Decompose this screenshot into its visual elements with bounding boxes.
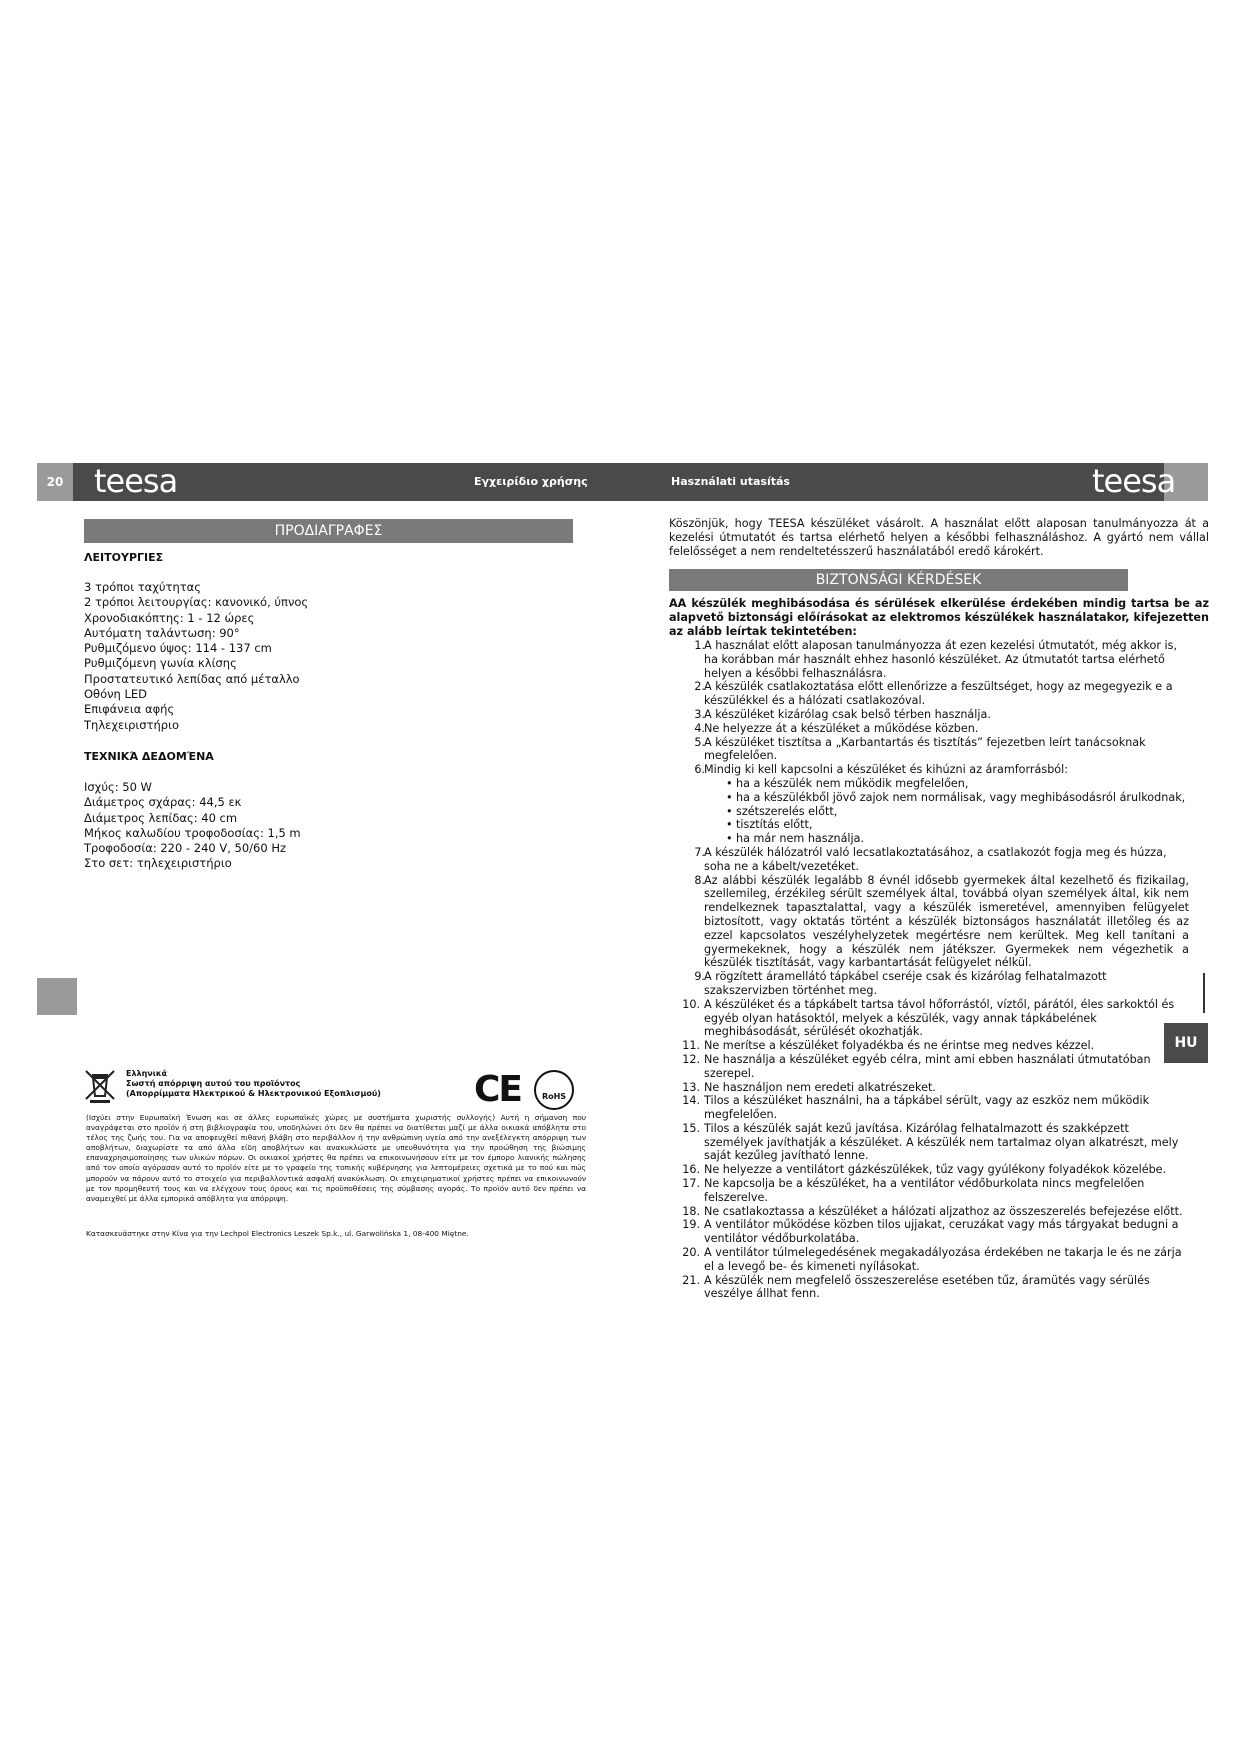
sub-list-item: • ha már nem használja. <box>726 832 1189 846</box>
tech-item: Μήκος καλωδίου τροφοδοσίας: 1,5 m <box>84 825 301 840</box>
function-item: Επιφάνεια αφής <box>84 702 175 717</box>
function-item: Χρονοδιακόπτης: 1 - 12 ώρες <box>84 610 255 625</box>
list-item: 10. A készüléket és a tápkábelt tartsa távol hőforrástól, víztől, párától, éles sarkoktól és egyéb olyan hatásoktól, melyek a készülék, vagy annak tápkábelének meghibásodását, sérülését okozhatják. <box>682 997 1175 1039</box>
ce-mark: CE <box>474 1069 522 1110</box>
rohs-label: RoHS <box>541 1092 567 1101</box>
left-page-title: Εγχειρίδιο χρήσης <box>474 475 588 488</box>
function-item: Τηλεχειριστήριο <box>84 717 180 732</box>
teesa-logo-left: teesa <box>94 462 178 500</box>
tech-item: Διάμετρος σχάρας: 44,5 εκ <box>84 795 242 810</box>
list-item: 13. Ne használjon nem eredeti alkatrészeket. <box>682 1080 936 1094</box>
weee-subtitle: (Απορρίμματα Ηλεκτρικού & Ηλεκτρονικού Εξοπλισμού) <box>126 1089 381 1098</box>
function-item: Ρυθμιζόμενη γωνία κλίσης <box>84 656 237 671</box>
weee-heading <box>126 1069 381 1099</box>
list-item: 14. Tilos a készüléket használni, ha a tápkábel sérült, vagy az eszköz nem működik megfelelően. <box>682 1094 1150 1122</box>
list-item: 4. Ne helyezze át a készüléket a működése közben. <box>694 721 979 735</box>
weee-language: Ελληνικά <box>126 1069 168 1078</box>
tech-item: Στο σετ: τηλεχειριστήριο <box>84 856 232 871</box>
list-item: 19. A ventilátor működése közben tilos ujjakat, ceruzákat vagy más tárgyakat bedugni a ventilátor védőburkolatába. <box>682 1218 1179 1246</box>
function-item: 3 τρόποι ταχύτητας <box>84 580 202 594</box>
manufacturer-note: Κατασκευάστηκε στην Κίνα για την Lechpol Electronics Leszek Sp.k., ul. Garwolińska 1, 08-400 Miętne. <box>86 1229 469 1238</box>
functions-list <box>84 580 308 733</box>
list-item: 9. A rögzített áramellátó tápkábel cseréje csak és kizárólag felhatalmazott szakszervizben történhet meg. <box>694 970 1107 997</box>
list-item: 18. Ne csatlakoztassa a készüléket a hálózati aljzathoz az összeszerelés befejezése előtt. <box>682 1204 1183 1218</box>
list-item: 17. Ne kapcsolja be a készüléket, ha a ventilátor védőburkolata nincs megfelelően felszerelve. <box>682 1177 1145 1204</box>
intro-text: Köszönjük, hogy TEESA készüléket vásárolt. A használat előtt alaposan tanulmányozza át a kezelési útmutatót és tartsa elérhető helyen a későbbi felhasználáshoz. A gyártó nem vállal felelősséget a nem rendeltetésszerű használatából eredő károkért. <box>669 517 1209 558</box>
list-item: 1. A használat előtt alaposan tanulmányozza át ezen kezelési útmutatót, még akkor is, ha korábban már használt ehhez hasonló készüléket. Az útmutatót tartsa elérhető helyen a későbbi felhasználásra. <box>694 639 1178 680</box>
header-bar <box>72 463 1166 501</box>
weee-title: Σωστή απόρριψη αυτού του προϊόντος <box>126 1079 301 1088</box>
page-number: 20 <box>37 463 73 501</box>
side-divider <box>1203 973 1205 1013</box>
sub-list-item: • tisztítás előtt, <box>726 818 1189 832</box>
safety-warning: AA készülék meghibásodása és sérülések elkerülése érdekében mindig tartsa be az alapvető biztonsági előírásokat az elektromos készülékek használatakor, kifejezetten az alább leírtak tekintetében: <box>669 597 1209 638</box>
tech-item: Τροφοδοσία: 220 - 240 V, 50/60 Hz <box>84 841 287 856</box>
function-item: Αυτόματη ταλάντωση: 90° <box>84 625 240 640</box>
right-page-title: Használati utasítás <box>671 475 790 488</box>
language-tab-hu: HU <box>1164 1023 1208 1063</box>
list-item: 12. Ne használja a készüléket egyéb célra, mint ami ebben használati útmutatóban szerepel. <box>682 1052 1151 1080</box>
safety-list <box>669 639 1189 1301</box>
list-item: 20. A ventilátor túlmelegedésének megakadályozása érdekében ne takarja le és ne zárja el a levegő be- és kimeneti nyílásokat. <box>682 1246 1182 1273</box>
function-item: Προστατευτικό λεπίδας από μέταλλο <box>84 671 300 686</box>
list-item: 15. Tilos a készülék saját kezű javítása. Kizárólag felhatalmazott és szakképzett személyek javíthatják a készüléket. A készülék nem tartalmaz olyan alkatrészt, mely saját kezűleg javítható lenne. <box>682 1121 1179 1163</box>
weee-text: (Ισχύει στην Ευρωπαϊκή Ένωση και σε άλλες ευρωπαϊκές χώρες με συστήματα χωριστής συλλογής) Αυτή η σήμανση που αναγράφεται στο προϊόν ή στη βιβλιογραφία του, υποδηλώνει ότι δεν θα πρέπει να διατίθεται μαζί με άλλα οικιακά απόβλητα στο τέλος της ζωής του. Για να αποφευχθεί πιθανή βλάβη στο περιβάλλον ή την ανθρώπινη υγεία από την ανεξέλεγκτη απόρριψη των αποβλήτων, διαχωρίστε τα από άλλα είδη αποβλήτων και ανακυκλώστε με υπευθυνότητα για την προώθηση της βιώσιμης επαναχρησιμοποίησης των υλικών πόρων. Οι οικιακοί χρήστες θα πρέπει να επικοινωνήσουν είτε με τον έμπορο λιανικής πώλησης από τον οποίο αγόρασαν αυτό το προϊόν είτε με το γραφείο της τοπικής κυβέρνησης για λεπτομέρειες σχετικά με το πού και πώς μπορούν να πάρουν αυτό το στοιχείο για περιβαλλοντικά ασφαλή ανακύκλωση. Οι επιχειρηματικοί χρήστες πρέπει να επικοινωνούν με τον προμηθευτή τους και να ελέγχουν τους όρους και τις προϋποθέσεις της σύμβασης αγοράς. Το προϊόν αυτό δεν πρέπει να αναμειχθεί με άλλα εμπορικά απόβλητα για απόρριψη. <box>86 1113 586 1203</box>
sub-list-item: • ha a készülék nem működik megfelelően, <box>726 777 1189 791</box>
list-item: 2. A készülék csatlakoztatása előtt ellenőrizze a feszültséget, hogy az megegyezik e a készülékkel és a hálózati csatlakozóval. <box>694 680 1173 708</box>
list-item: 8. Az alábbi készülék legalább 8 évnél idősebb gyermekek által kezelhető és fizikailag, szellemileg, érzékileg sérült személyek által, továbbá olyan személyek által, kik nem rendelkeznek tapasztalattal, vagy a készülék ismeretével, amennyiben felügyelet biztosított, vagy oktatás történt a készülék biztonságos használatát illetőleg és az ezzel kapcsolatos veszélyhelyzetek megértésre nem kerültek. Meg kell tanítani a gyermekeknek, hogy a készülék nem játékszer. Gyermekek nem végezhetik a készülék tisztítását, vagy karbantartását felügyelet nélkül. <box>694 873 1189 970</box>
sub-list <box>704 777 1189 846</box>
tech-list <box>84 780 301 872</box>
tech-item: Διάμετρος λεπίδας: 40 cm <box>84 810 238 825</box>
tech-heading: ΤΕΧΝΙΚΆ ΔΕΔΟΜΈΝΑ <box>84 750 214 763</box>
list-item: 7. A készülék hálózatról való lecsatlakoztatásához, a csatlakozót fogja meg és húzza, soha ne a kábelt/vezetéket. <box>694 845 1167 873</box>
sub-list-item: • ha a készülékből jövő zajok nem normálisak, vagy meghibásodásról árulkodnak, <box>726 791 1189 805</box>
side-marker-block <box>37 978 77 1015</box>
function-item: Ρυθμιζόμενο ύψος: 114 - 137 cm <box>84 641 272 656</box>
rohs-icon <box>534 1070 574 1110</box>
list-item: 3. A készüléket kizárólag csak belső térben használja. <box>694 707 991 721</box>
sub-list-item: • szétszerelés előtt, <box>726 805 1189 819</box>
tech-item: Ισχύς: 50 W <box>84 780 152 794</box>
list-item: 5. A készüléket tisztítsa a „Karbantartás és tisztítás” fejezetben leírt tanácsoknak megfelelően. <box>694 735 1146 763</box>
function-item: Οθόνη LED <box>84 687 148 702</box>
list-item: 21. A készülék nem megfelelő összeszerelése esetében tűz, áramütés vagy sérülés veszélye állhat fenn. <box>682 1273 1150 1301</box>
list-item: 6. Mindig ki kell kapcsolni a készüléket és kihúzni az áramforrásból: • ha a készülék nem működik megfelelően, • ha a készülékből jövő zajok nem normálisak, vagy meghibásodásról árulkodnak, • szétszerelés előtt, • tisztítás előtt, • ha már nem használja. <box>669 763 1189 846</box>
functions-heading: ΛΕΙΤΟΥΡΓΙΕΣ <box>84 551 164 564</box>
specs-section-title: ΠΡΟΔΙΑΓΡΑΦΕΣ <box>84 519 573 543</box>
function-item: 2 τρόποι λειτουργίας: κανονικό, ύπνος <box>84 595 309 610</box>
list-item: 11. Ne merítse a készüléket folyadékba és ne érintse meg nedves kézzel. <box>682 1039 1095 1053</box>
teesa-logo-right: teesa <box>1092 462 1176 500</box>
safety-section-title: BIZTONSÁGI KÉRDÉSEK <box>669 569 1128 591</box>
list-item: 16. Ne helyezze a ventilátort gázkészülékek, tűz vagy gyúlékony folyadékok közelébe. <box>682 1163 1167 1177</box>
crossed-bin-icon <box>84 1068 116 1104</box>
